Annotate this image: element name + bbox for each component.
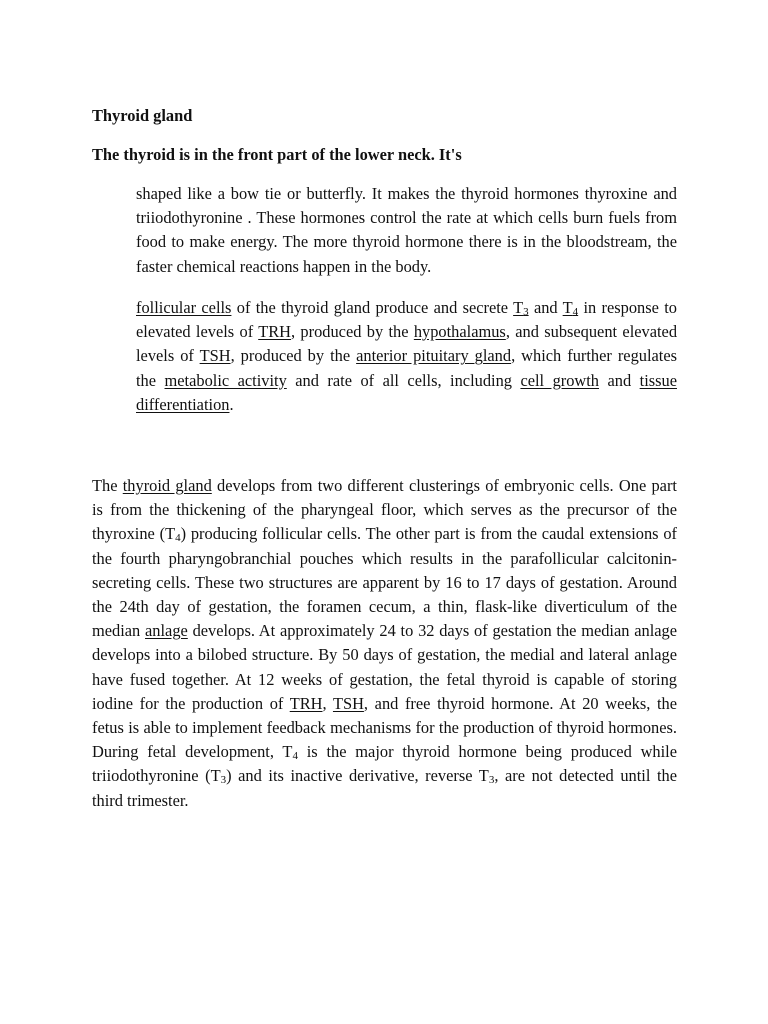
- text-span: The: [92, 476, 123, 495]
- link-t4[interactable]: [563, 298, 579, 317]
- text-span: , produced by the: [291, 322, 414, 342]
- link-tsh[interactable]: TSH: [199, 346, 231, 366]
- text-span: , which further regulates the: [136, 346, 677, 390]
- text-span: , produced by the: [230, 346, 357, 366]
- paragraph-intro: shaped like a bow tie or butterfly. It makes the thyroid hormones thyroxine and triiodothyronine . These hormones control the rate at which cells burn fuels from food to make energy. The more thyroid hormone there is in the bloodstream, the faster chemical reactions happen in the body.: [136, 184, 677, 276]
- link-anterior-pituitary-gland[interactable]: anterior pituitary gland: [356, 346, 512, 366]
- paragraph-hormone-regulation: [136, 296, 677, 417]
- link-trh[interactable]: TRH: [258, 322, 291, 342]
- text-span: in response to elevated levels of: [136, 298, 677, 342]
- subscript: 3: [488, 774, 495, 787]
- text-span: .: [229, 394, 234, 414]
- subscript: 3: [220, 774, 227, 787]
- link-tsh[interactable]: TSH: [332, 693, 364, 713]
- link-cell-growth[interactable]: cell growth: [520, 370, 600, 390]
- t4-subscript: 4: [572, 306, 579, 318]
- t4-base: T: [562, 298, 573, 317]
- subscript: 4: [175, 532, 181, 545]
- text-span: is the major thyroid hormone being produced while triiodothyronine (T: [92, 742, 677, 786]
- text-span: develops. At approximately 24 to 32 days of gestation the median anlage develops into a bilobed structure. By 50 days of gestation, the medial and lateral anlage have fused together. At 12 weeks of gestation, the fetal thyroid is capable of storing iodine for the production of: [92, 621, 677, 713]
- text-span: ) and its inactive derivative, reverse T: [226, 766, 489, 786]
- page-title: Thyroid gland: [92, 106, 193, 125]
- lead-sentence: The thyroid is in the front part of the lower neck. It's: [92, 145, 462, 164]
- text-span: ) producing follicular cells. The other part is from the caudal extensions of the fourth pharyngobranchial pouches which results in the parafollicular calcitonin-secreting cells. These two structures are apparent by 16 to 17 days of gestation. Around the 24th day of gestation, the foramen cecum, a thin, flask-like diverticulum of the median: [92, 524, 678, 641]
- text-span: and: [528, 298, 563, 317]
- link-thyroid-gland[interactable]: thyroid gland: [122, 476, 212, 495]
- link-hypothalamus[interactable]: hypothalamus: [413, 322, 506, 342]
- text-span: and: [599, 370, 640, 390]
- paragraph-development: [92, 474, 677, 813]
- subscript: 4: [292, 750, 298, 763]
- t3-subscript: 3: [523, 306, 529, 318]
- t3-base: T: [513, 298, 524, 317]
- text-span: develops from two different clusterings of embryonic cells. One part is from the thickening of the pharyngeal floor, which serves as the precursor of the thyroxine (T: [92, 476, 677, 544]
- text-span: and rate of all cells, including: [286, 370, 521, 390]
- link-trh[interactable]: TRH: [289, 693, 323, 713]
- link-t3[interactable]: [513, 298, 529, 317]
- text-span: of the thyroid gland produce and secrete: [231, 298, 514, 317]
- link-tissue-differentiation[interactable]: tissue differentiation: [136, 370, 677, 414]
- link-follicular-cells[interactable]: follicular cells: [136, 298, 232, 317]
- text-span: , are not detected until the third trimester.: [92, 766, 678, 810]
- text-span: ,: [322, 693, 333, 713]
- text-span: , and subsequent elevated levels of: [136, 322, 678, 366]
- link-metabolic-activity[interactable]: metabolic activity: [164, 370, 287, 390]
- text-span: , and free thyroid hormone. At 20 weeks, the fetus is able to implement feedback mechanisms for the production of thyroid hormones. During fetal development, T: [92, 693, 677, 762]
- link-anlage[interactable]: anlage: [145, 621, 188, 641]
